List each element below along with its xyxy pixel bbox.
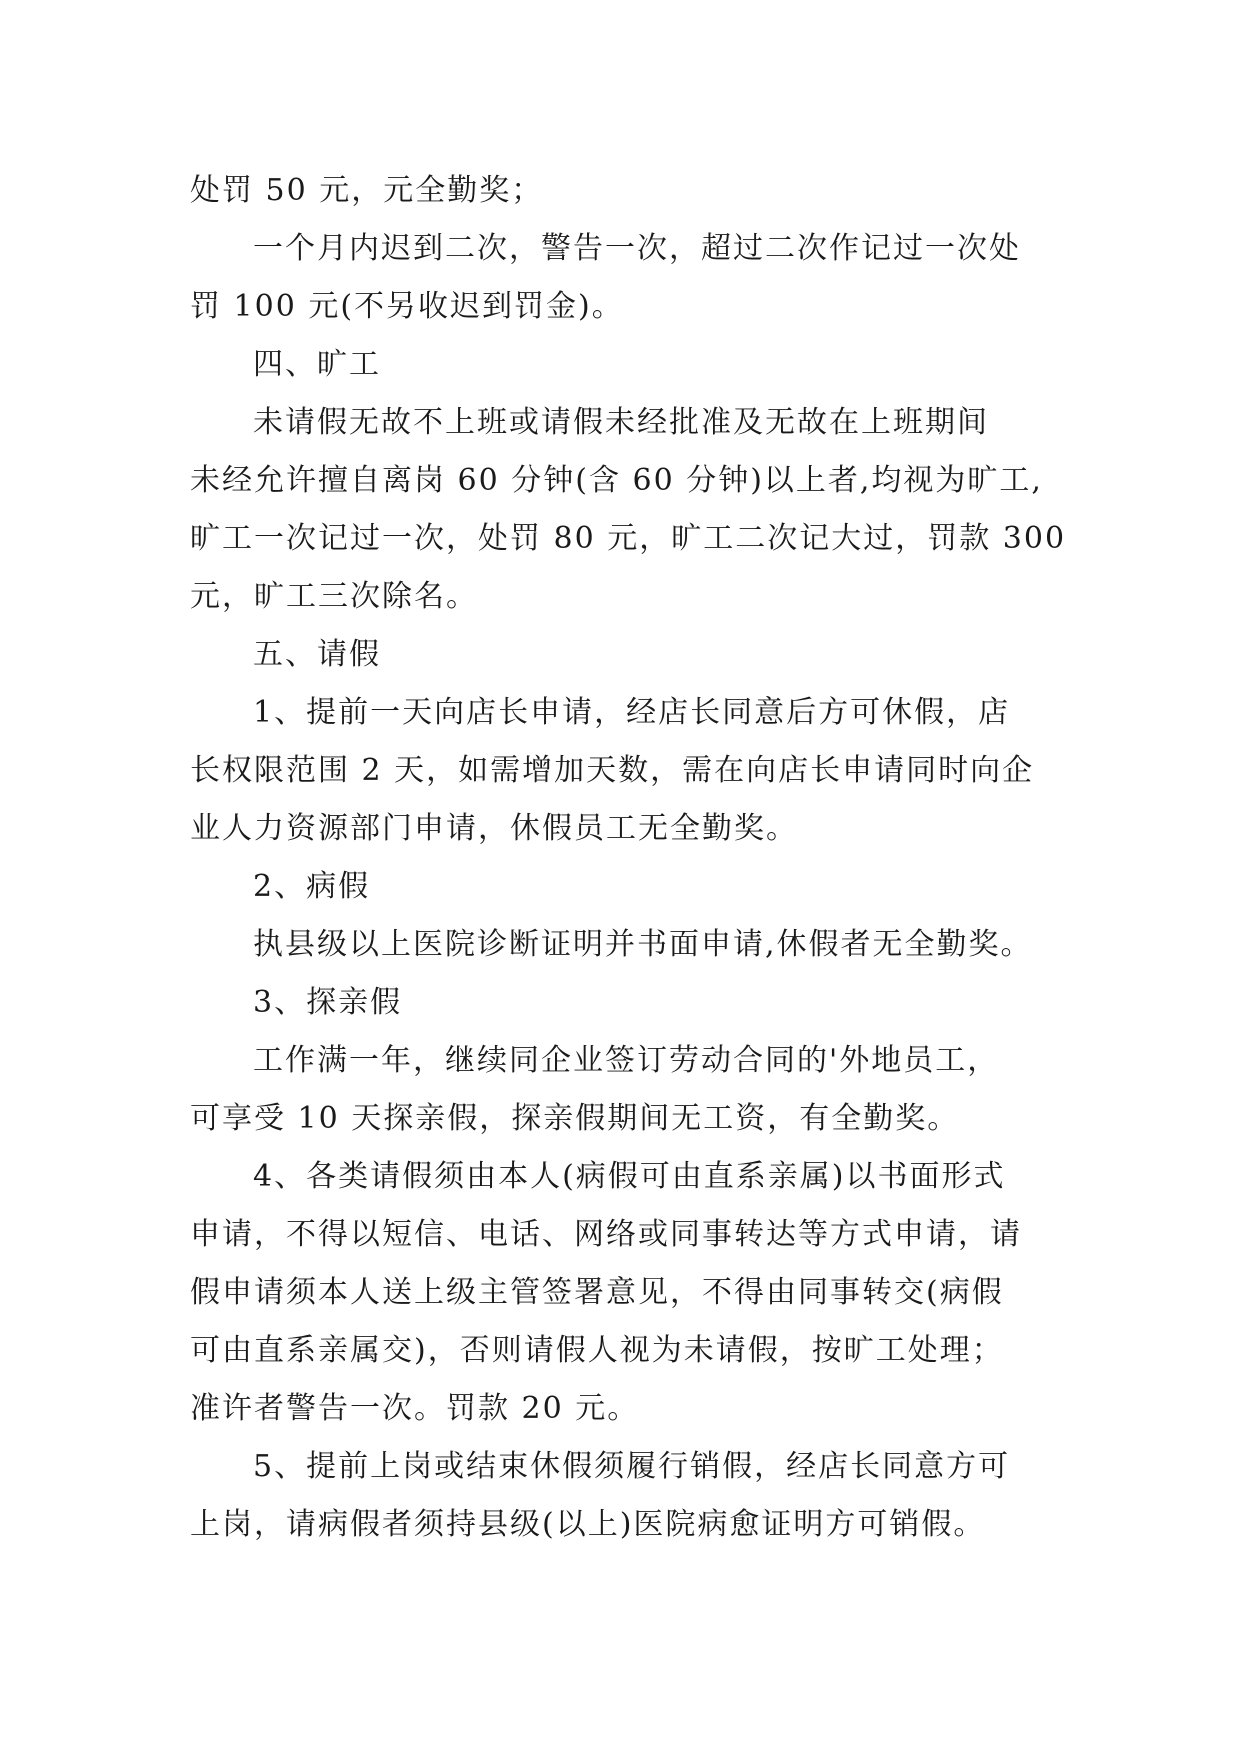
text-line: 未请假无故不上班或请假未经批准及无故在上班期间 (253, 405, 989, 440)
text-line: 准许者警告一次。罚款 20 元。 (190, 1391, 640, 1426)
text-line: 罚 100 元(不另收迟到罚金)。 (190, 289, 624, 324)
text-line: 申请，不得以短信、电话、网络或同事转达等方式申请，请 (190, 1217, 1022, 1252)
text-line: 业人力资源部门申请，休假员工无全勤奖。 (190, 811, 798, 846)
text-line: 工作满一年，继续同企业签订劳动合同的'外地员工， (253, 1043, 1000, 1078)
subsection-heading: 2、病假 (253, 869, 371, 904)
text-line: 5、提前上岗或结束休假须履行销假，经店长同意方可 (253, 1449, 1011, 1484)
text-line: 4、各类请假须由本人(病假可由直系亲属)以书面形式 (253, 1159, 1006, 1194)
text-line: 执县级以上医院诊断证明并书面申请,休假者无全勤奖。 (253, 927, 1033, 962)
text-line: 可由直系亲属交)，否则请假人视为未请假，按旷工处理； (190, 1333, 1004, 1368)
text-line: 长权限范围 2 天，如需增加天数，需在向店长申请同时向企 (190, 753, 1035, 788)
text-line: 处罚 50 元，元全勤奖； (190, 173, 544, 208)
text-line: 未经允许擅自离岗 60 分钟(含 60 分钟)以上者,均视为旷工, (190, 463, 1043, 498)
section-heading: 四、旷工 (253, 347, 381, 382)
text-line: 1、提前一天向店长申请，经店长同意后方可休假，店 (253, 695, 1011, 730)
text-line: 元，旷工三次除名。 (190, 579, 478, 614)
text-line: 一个月内迟到二次，警告一次，超过二次作记过一次处 (253, 231, 1021, 266)
text-line: 上岗，请病假者须持县级(以上)医院病愈证明方可销假。 (190, 1507, 986, 1542)
text-line: 旷工一次记过一次，处罚 80 元，旷工二次记大过，罚款 300 (190, 521, 1067, 556)
subsection-heading: 3、探亲假 (253, 985, 403, 1020)
text-line: 假申请须本人送上级主管签署意见，不得由同事转交(病假 (190, 1275, 1004, 1310)
section-heading: 五、请假 (253, 637, 381, 672)
document-body (190, 162, 1067, 1554)
text-line: 可享受 10 天探亲假，探亲假期间无工资，有全勤奖。 (190, 1101, 960, 1136)
